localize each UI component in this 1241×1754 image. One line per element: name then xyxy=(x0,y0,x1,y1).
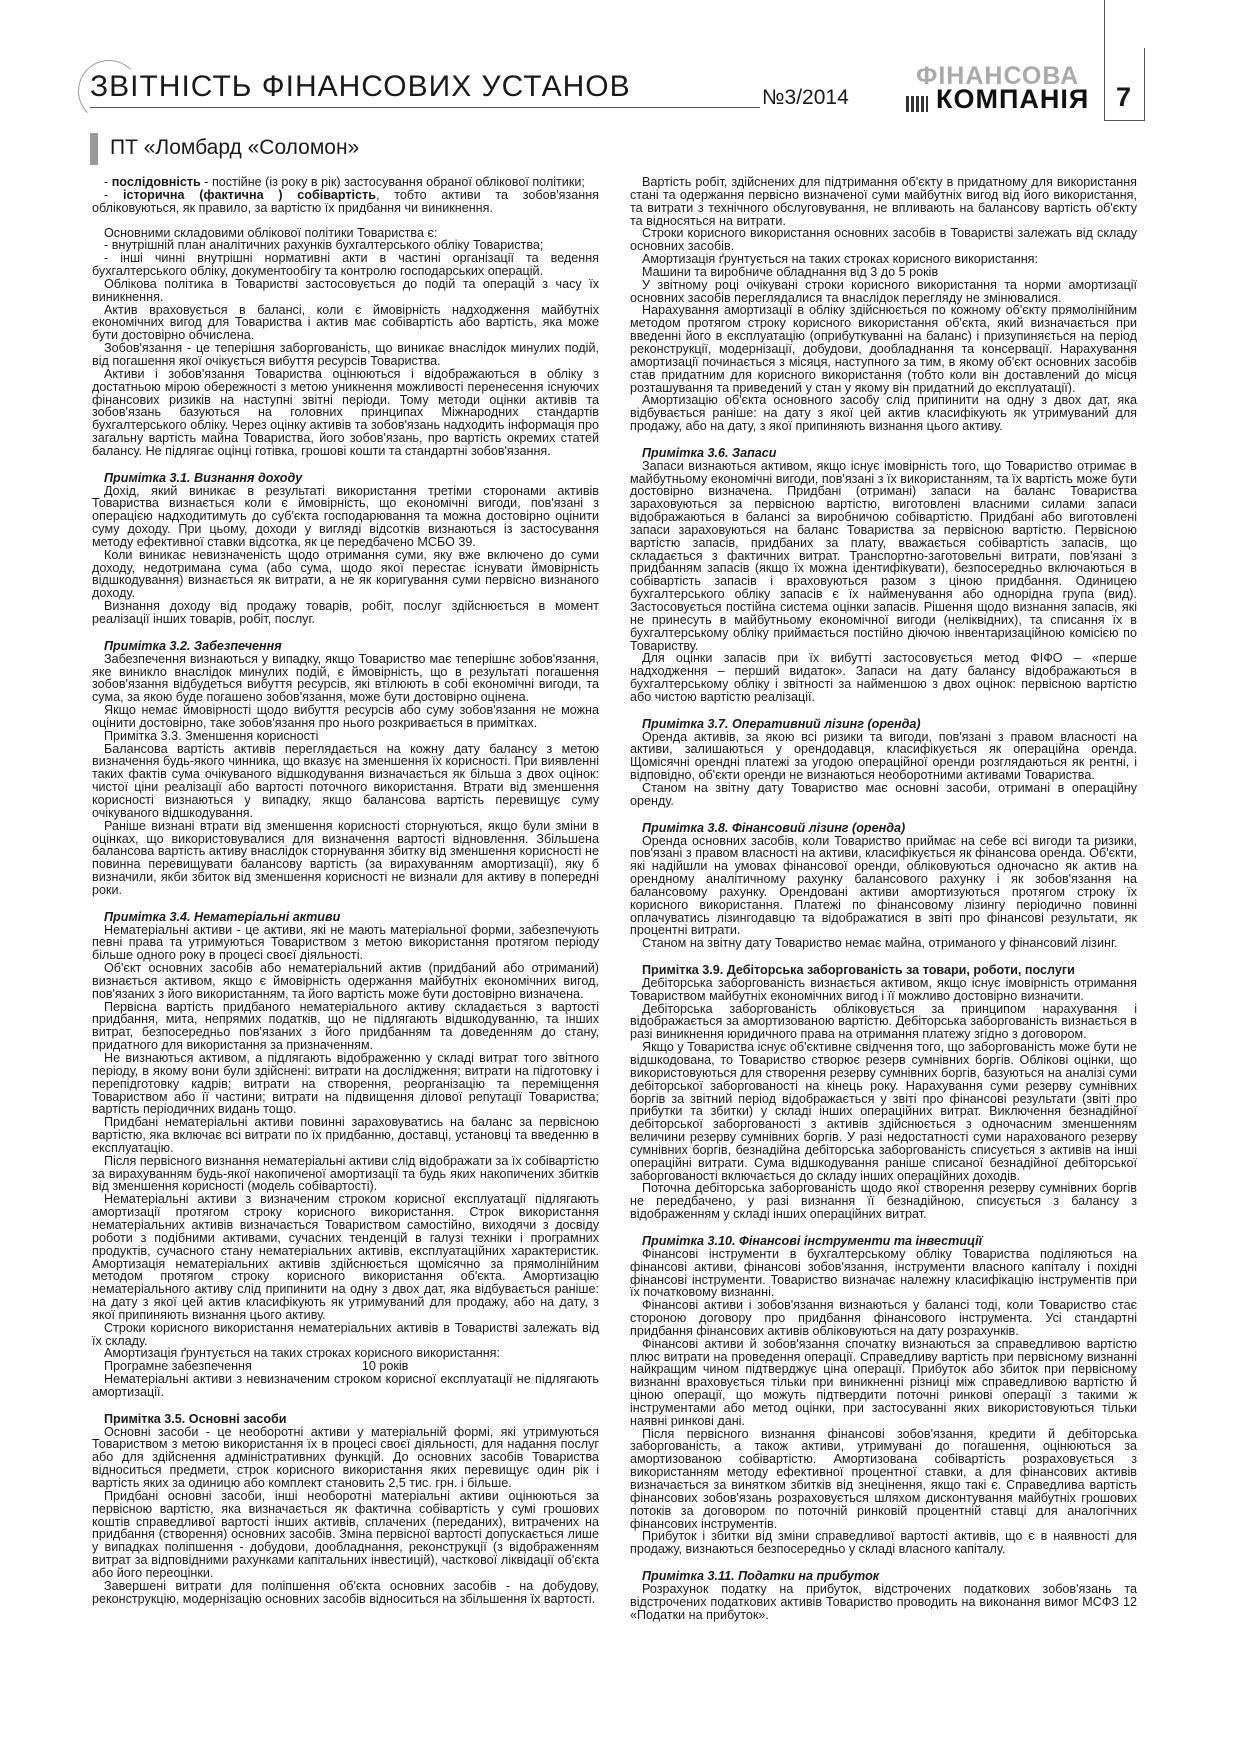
paragraph: Поточна дебіторська заборгованість щодо якої створення резерву сумнівних боргів не передбачено, у разі визнання її безнадійною, списується з балансу з відображенням у складі інших операційних витрат. xyxy=(630,1181,1137,1222)
text: 10 років xyxy=(361,1359,409,1374)
paragraph: Розрахунок податку на прибуток, відстрочених податкових зобов'язань та відстрочених податкових активів Товариство проводить на виконання вимог МСФЗ 12 «Податки на прибуток». xyxy=(630,1581,1137,1622)
magazine-logo xyxy=(896,62,1090,116)
paragraph: Нематеріальні активи з визначеним строком корисної експлуатації підлягають амортизації протягом строку корисного використання. Строк використання нематеріальних активів визначається Товариством самостійно, виходячи з досвіду роботи з подібними активами, сучасних тенденцій в галузі техніки і програмних продуктів, сучасного стану нематеріальних активів, експлуатаційних характеристик. Амортизація нематеріальних активів здійснюється щомісячно за прямолінійним методом протягом строку корисного використання об'єкта. Амортизацію нематеріального активу слід припинити на одну з двох дат, яка відбувається раніше: на дату з якої цей актив класифікують як утримуваний для продажу, або на дату, з якої припиняють визнання цього активу. xyxy=(92,1192,599,1322)
paragraph: Примітка 3.3. Зменшення корисності xyxy=(104,728,319,743)
note-heading: Примітка 3.10. Фінансові інструменти та інвестиції xyxy=(642,1233,983,1248)
paragraph: Коли виникає невизначеність щодо отримання суми, яку вже включено до суми доходу, недотримана сума (або сума, щодо якої перестає існувати ймовірність відшкодування) визнається як витрати, а не як коригування суми первісно визнаного доходу. xyxy=(92,547,599,601)
paragraph: - внутрішній план аналітичних рахунків бухгалтерського обліку Товариства; xyxy=(104,238,544,253)
note-heading: Примітка 3.8. Фінансовий лізинг (оренда) xyxy=(642,820,906,835)
header-rule xyxy=(90,107,760,108)
paragraph: Машини та виробниче обладнання від 3 до 5 років xyxy=(642,264,939,279)
paragraph: Дебіторська заборгованість визнається активом, якщо існує імовірність отримання Товариством майбутніх економічних вигод і її можливо достовірно визначити. xyxy=(630,975,1137,1003)
term-bold: історична (фактична ) собівартість xyxy=(122,187,376,202)
paragraph: - послідовність - постійне (із року в рік) застосування обраної облікової політики; xyxy=(104,175,585,189)
paragraph: Якщо у Товариства існує об'єктивне свідчення того, що заборгованість може бути не відшкодована, то Товариство створює резерв сумнівних боргів. Облікові оцінки, що використовуються для створення резерву сумнівних боргів, базуються на аналізі суми дебіторської заборгованості на кінець року. Нарахування суми резерву сумнівних боргів за звітний період відображається у звіті про фінансові результати (звіті про прибутки та збитки) у складі інших операційних витрат. Виключення безнадійної дебіторської заборгованості з активів здійснюється з одночасним зменшенням величини резерву сумнівних боргів. У разі недостатності суми нарахованого резерву сумнівних боргів, безнадійна дебіторська заборгованість списується з активів на інші операційні витрати. Сума відшкодування раніше списаної безнадійної дебіторської заборгованості включається до складу інших операційних доходів. xyxy=(630,1040,1137,1183)
note-heading: Примітка 3.1. Визнання доходу xyxy=(104,470,303,485)
paragraph: Дебіторська заборгованість обліковується за принципом нарахування і відображається за амортизованою вартістю. Дебіторська заборгованість визнається в разі виникнення юридичного права на отримання платежу згідно з договором. xyxy=(630,1001,1137,1042)
note-heading: Примітка 3.7. Оперативний лізинг (оренда) xyxy=(642,716,921,731)
paragraph: Раніше визнані втрати від зменшення корисності сторнуються, якщо були зміни в оцінках, що використовувалися для визначення вартості відновлення. Збільшена балансова вартість активу внаслідок сторнування збитку від зменшення корисності не повинна перевищувати балансову вартість (за вирахуванням амортизації), яку б визначили, якби збиток від зменшення корисності не визнали для активу в попередні роки. xyxy=(92,818,599,897)
section-title: ЗВІТНІСТЬ ФІНАНСОВИХ УСТАНОВ xyxy=(90,70,631,103)
paragraph: Якщо немає ймовірності щодо вибуття ресурсів або суму зобов'язання не можна оцінити достовірно, таке зобов'язання про нього розкривається в примітках. xyxy=(92,703,599,730)
header-corner-rule xyxy=(1104,120,1145,121)
paragraph: Придбані нематеріальні активи повинні зараховуватись на баланс за первісною вартістю, яка включає всі витрати по їх придбанню, доставці, установці та введенню в експлуатацію. xyxy=(92,1115,599,1155)
paragraph: Запаси визнаються активом, якщо існує імовірність того, що Товариство отримає в майбутньому економічні вигоди, пов'язані з їх використанням, та їх вартість може бути достовірно визначена. Придбані (отримані) запаси на баланс Товариства зараховуються за первісною вартістю, виготовлені власними силами запаси відображаються в балансі за виробничою собівартістю. Придбані або виготовлені запаси зараховуються на баланс Товариства за первісною вартістю. Первісною вартістю запасів, придбаних за плату, вважається собівартість запасів, що складається з фактичних витрат. Транспортно-заготовельні витрати, пов'язані з придбанням запасів (якщо їх можна ідентифікувати), безпосередньо включаються в собівартість запасів і враховуються разом з ціною придбання. Одиницею бухгалтерського обліку запасів є їх найменування або однорідна група (вид). Застосовується постійна система оцінки запасів. Рішення щодо визнання запасів, які не принесуть в майбутньому економічної вигоди (неліквідних), та списання їх в бухгалтерському обліку приймається постійно діючою інвентаризаційною комісією по Товариству. xyxy=(630,458,1137,653)
paragraph: Нематеріальні активи з невизначеним строком корисної експлуатації не підлягають амортизації. xyxy=(92,1372,599,1399)
paragraph: Активи і зобов'язання Товариства оцінюються і відображаються в обліку з достатньою мірою обережності з метою уникнення можливості перенесення існуючих фінансових ризиків на наступні звітні періоди. Тому методи оцінки активів та зобов'язань базуються на головних принципах Міжнародних стандартів бухгалтерського обліку. Через оцінку активів та зобов'язань надходить інформація про загальну вартість майна Товариства, його зобов'язань, про вартість окремих статей балансу. Не підлягає оцінці готівка, грошові кошти та стандартні зобов'язання. xyxy=(92,366,599,458)
paragraph: Після первісного визнання фінансові зобов'язання, кредити й дебіторська заборгованість, а також активи, утримувані до погашення, оцінюються за амортизованою собівартістю. Амортизована собівартість розраховується з використанням методу ефективної процентної ставки, а для фінансових активів визначається за винятком збитків від знецінення, якщо такі є. Справедлива вартість фінансових зобов'язань розраховується шляхом дисконтування майбутніх грошових потоків за договором по поточній ринковій процентній ставці для аналогічних фінансових інструментів. xyxy=(630,1426,1137,1531)
page-number: 7 xyxy=(1116,82,1132,112)
paragraph: Нарахування амортизації в обліку здійснюється по кожному об'єкту прямолінійним методом протягом строку корисного використання об'єкта, який визначається при введенні його в експлуатацію (оприбуткуванні на баланс) і призупиняється на період реконструкції, модернізації, добудови, дообладнання та консервації. Нарахування амортизації починається з місяця, наступного за тим, в якому об'єкт основних засобів став придатним для корисного використання (тобто коли він доставлений до місця розташування та приведений у стан у якому він придатний до експлуатації). xyxy=(630,303,1137,395)
paragraph: Станом на звітну дату Товариство немає майна, отриманого у фінансовий лізинг. xyxy=(642,936,1118,951)
paragraph: Фінансові активи і зобов'язання визнаються у балансі тоді, коли Товариство стає стороною договору про придбання фінансового інструмента. Усі стандартні придбання фінансових активів обліковуються на дату розрахунків. xyxy=(630,1298,1137,1338)
paragraph: Балансова вартість активів переглядається на кожну дату балансу з метою визначення будь-якого чинника, що вказує на зменшення їх корисності. При виявленні таких фактів сума очікуваного відшкодування визначається як більша з двох оцінок: чистої ціни реалізації або вартості поточного використання. Втрати від зменшення корисності визнаються у випадку, якщо балансова вартість перевищує суму очікуваного відшкодування. xyxy=(92,741,599,820)
paragraph: Амортизація ґрунтується на таких строках корисного використання: xyxy=(642,252,1039,267)
issue-number: №3/2014 xyxy=(762,86,849,109)
company-marker xyxy=(90,133,98,165)
paragraph: - інші чинні внутрішні нормативні акти в частині організації та ведення бухгалтерського обліку, документообігу та контролю господарських операцій. xyxy=(92,251,599,279)
paragraph: Оренда активів, за якою всі ризики та вигоди, пов'язані з правом власності на активи, залишаються у орендодавця, класифікується як операційна оренда. Щомісячні орендні платежі за угодою операційної оренди розглядаються як рентні, і відповідно, об'єкти оренди не визнаються необоротними активами Товариства. xyxy=(630,729,1137,783)
paragraph: Оренда основних засобів, коли Товариство приймає на себе всі вигоди та ризики, пов'язані з правом власності на активи, класифікується як фінансова оренда. Об'єкти, які надійшли на умовах фінансової оренди, обліковуються одночасно як актив на орендному аналітичному рахунку балансового рахунку і як зобов'язання на балансовому рахунку. Орендовані активи амортизуються протягом строку їх корисного використання. Платежі по фінансовому лізингу періодично повинні оплачуватись лізингодавцю та відображатися в звіті про фінансові результати, як процентні витрати. xyxy=(630,833,1137,938)
paragraph: Не визнаються активом, а підлягають відображенню у складі витрат того звітного періоду, в якому вони були здійснені: витрати на дослідження; витрати на підготовку і перепідготовку кадрів; витрати на створення, реорганізацію та переміщення Товариством або її частини; витрати на підвищення ділової репутації Товариства; вартість періодичних видань тощо. xyxy=(92,1051,599,1117)
note-heading: Примітка 3.9. Дебіторська заборгованість за товари, роботи, послуги xyxy=(642,963,1075,978)
paragraph: Актив враховується в балансі, коли є ймовірність надходження майбутніх економічних вигод для Товариства і актив має собівартість або вартість, яка може бути достовірно обчислена. xyxy=(92,302,599,343)
paragraph: Придбані основні засоби, інші необоротні матеріальні активи оцінюються за первісною вартістю, яка визначається як фактична собівартість у сумі грошових коштів справедливої вартості інших активів, сплачених (переданих), витрачених на придбання (створення) основних засобів. Зміна первісної вартості допускається лише у випадках поліпшення - добудови, дообладнання, реконструкції (з відображенням витрат за відповідними рахунками капітальних інвестицій), часткової ліквідації об'єкта або його переоцінки. xyxy=(92,1488,599,1580)
paragraph: Вартість робіт, здійснених для підтримання об'єкту в придатному для використання стані та одержання первісно визначеної суми майбутніх вигод від його використання, та витрати з технічного обслуговування, не впливають на балансову вартість об'єкту та відносяться на витрати. xyxy=(630,175,1137,228)
paragraph: Прибуток і збитки від зміни справедливої вартості активів, що є в наявності для продажу, визнаються безпосередньо у складі власного капіталу. xyxy=(630,1529,1137,1557)
note-heading: Примітка 3.11. Податки на прибуток xyxy=(642,1569,880,1584)
header-vertical-rule-2 xyxy=(1144,48,1145,120)
paragraph: Після первісного визнання нематеріальні активи слід відображати за їх собівартістю за вирахуванням будь-якої накопиченої амортизації та будь яких накопичених збитків від зменшення корисності (модель собівартості). xyxy=(92,1153,599,1194)
paragraph: Амортизацію об'єкта основного засобу слід припинити на одну з двох дат, яка відбувається раніше: на дату з якої цей актив класифікують як утримуваний для продажу, або на дату, з якої припиняють визнання цього активу. xyxy=(630,393,1137,434)
header-vertical-rule xyxy=(1104,0,1105,120)
paragraph: Облікова політика в Товаристві застосовується до подій та операцій з часу їх виникнення. xyxy=(92,276,599,304)
paragraph: У звітному році очікувані строки корисного використання та норми амортизації основних засобів переглядалися та внаслідок перегляду не змінювалися. xyxy=(630,277,1137,305)
paragraph: Визнання доходу від продажу товарів, робіт, послуг здійснюється в момент реалізації інших товарів, робіт, послуг. xyxy=(92,599,599,626)
paragraph: - історична (фактична ) собівартість, тобто активи та зобов'язання обліковуються, як правило, за вартістю їх придбання чи виникнення. xyxy=(92,187,599,215)
paragraph: Забезпечення визнаються у випадку, якщо Товариство має теперішнє зобов'язання, яке виникло внаслідок минулих подій, є ймовірність, що в результаті погашення зобов'язання відбудеться вибуття ресурсів, які втілюють в собі економічні вигоди, та сума, за якою буде погашено зобов'язання, може бути достовірно оцінена. xyxy=(92,651,599,705)
paragraph: Строки корисного використання основних засобів в Товаристві залежать від складу основних засобів. xyxy=(630,226,1137,254)
logo-barcode-mark xyxy=(906,96,928,112)
right-column xyxy=(630,176,1137,1621)
text: - постійне (із року в рік) застосування обраної облікової політики; xyxy=(200,175,585,189)
note-heading: Примітка 3.4. Нематеріальні активи xyxy=(104,909,341,924)
paragraph: Зобов'язання - це теперішня заборгованість, що виникає внаслідок минулих подій, від погашення якої очікується вибуття ресурсів Товариства. xyxy=(92,341,599,368)
paragraph: Основні засоби - це необоротні активи у матеріальній формі, які утримуються Товариством з метою використання їх в процесі своєї діяльності, для надання послуг або для здійснення адміністративних функцій. До основних засобів Товариства відноситься предмети, строк корисного використання яких перевищує один рік і вартість яких за одиницю або комплект становить 2,5 тис. грн. і більше. xyxy=(92,1424,599,1490)
paragraph: Фінансові інструменти в бухгалтерському обліку Товариства поділяються на фінансові активи, фінансові зобов'язання, інструменти власного капіталу і похідні фінансові інструменти. Товариство визначає належну класифікацію інструментів при їх початковому визнанні. xyxy=(630,1246,1137,1300)
paragraph: Строки корисного використання нематеріальних активів в Товаристві залежать від їх складу. xyxy=(92,1320,599,1348)
note-heading: Примітка 3.6. Запаси xyxy=(642,445,777,460)
paragraph: Об'єкт основних засобів або нематеріальний актив (придбаний або отриманий) визнається активом, якщо є ймовірність одержання майбутніх економічних вигод, пов'язаних з його використанням, та його вартість може бути достовірно визначена. xyxy=(92,961,599,1001)
paragraph: Первісна вартість придбаного нематеріального активу складається з вартості придбання, мита, непрямих податків, що не підлягають відшкодуванню, та інших витрат, безпосередньо пов'язаних з його придбанням та доведенням до стану, придатного для використання за призначенням. xyxy=(92,999,599,1053)
paragraph: Основними складовими облікової політики Товариства є: xyxy=(104,225,438,240)
note-heading: Примітка 3.5. Основні засоби xyxy=(104,1411,287,1426)
paragraph: Фінансові активи й зобов'язання спочатку визнаються за справедливою вартістю плюс витрати на проведення операції. Справедливу вартість при первісному визнанні найкращим чином підтверджує ціна операції. Прибуток або збиток при первісному визнанні враховується тільки при виникненні різниці між справедливою вартістю й ціною операції, що можуть підтвердити поточні ринкові операції з такими ж інструментами або метод оцінки, при застосуванні яких використовуються тільки наявні ринкові дані. xyxy=(630,1336,1137,1428)
paragraph: Станом на звітну дату Товариство має основні засоби, отримані в операційну оренду. xyxy=(630,780,1137,808)
paragraph: Дохід, який виникає в результаті використання третіми сторонами активів Товариства визнається коли є ймовірність, що економічні вигоди, пов'язані з операцією надходитимуть до суб'єкта господарювання та можна достовірно оцінити суму доходу. При цьому, доходи у вигляді відсотків визнаються із застосування методу ефективної ставки відсотка, як це передбачено МСБО 39. xyxy=(92,483,599,549)
logo-top-word: ФІНАНСОВА xyxy=(916,62,1080,90)
text: , тобто активи та зобов'язання обліковуються, як правило, за вартістю їх придбання чи виникнення. xyxy=(92,187,599,215)
term-bold: послідовність xyxy=(111,175,201,189)
page-header xyxy=(0,0,1241,160)
paragraph: Для оцінки запасів при їх вибутті застосовується метод ФІФО – «перше надходження – перший видаток». Запаси на дату балансу відображаються в бухгалтерському обліку і звітності за найменшою з двох оцінок: первісною вартістю або чистою вартістю реалізації. xyxy=(630,651,1137,704)
paragraph: Завершені витрати для поліпшення об'єкта основних засобів - на добудову, реконструкцію, модернізацію основних засобів відноситься на збільшення їх вартості. xyxy=(92,1578,599,1606)
paragraph: Амортизація ґрунтується на таких строках корисного використання: xyxy=(104,1346,501,1361)
logo-bottom-word: КОМПАНІЯ xyxy=(936,84,1090,114)
text: Програмне забезпечення xyxy=(104,1359,252,1374)
left-column xyxy=(92,176,599,1605)
company-name: ПТ «Ломбард «Соломон» xyxy=(110,136,360,159)
note-heading: Примітка 3.2. Забезпечення xyxy=(104,638,282,653)
paragraph: Нематеріальні активи - це активи, які не мають матеріальної форми, забезпечують певні права та утримуються Товариством з метою використання протягом періоду більше одного року в процесі своєї діяльності. xyxy=(92,922,599,963)
